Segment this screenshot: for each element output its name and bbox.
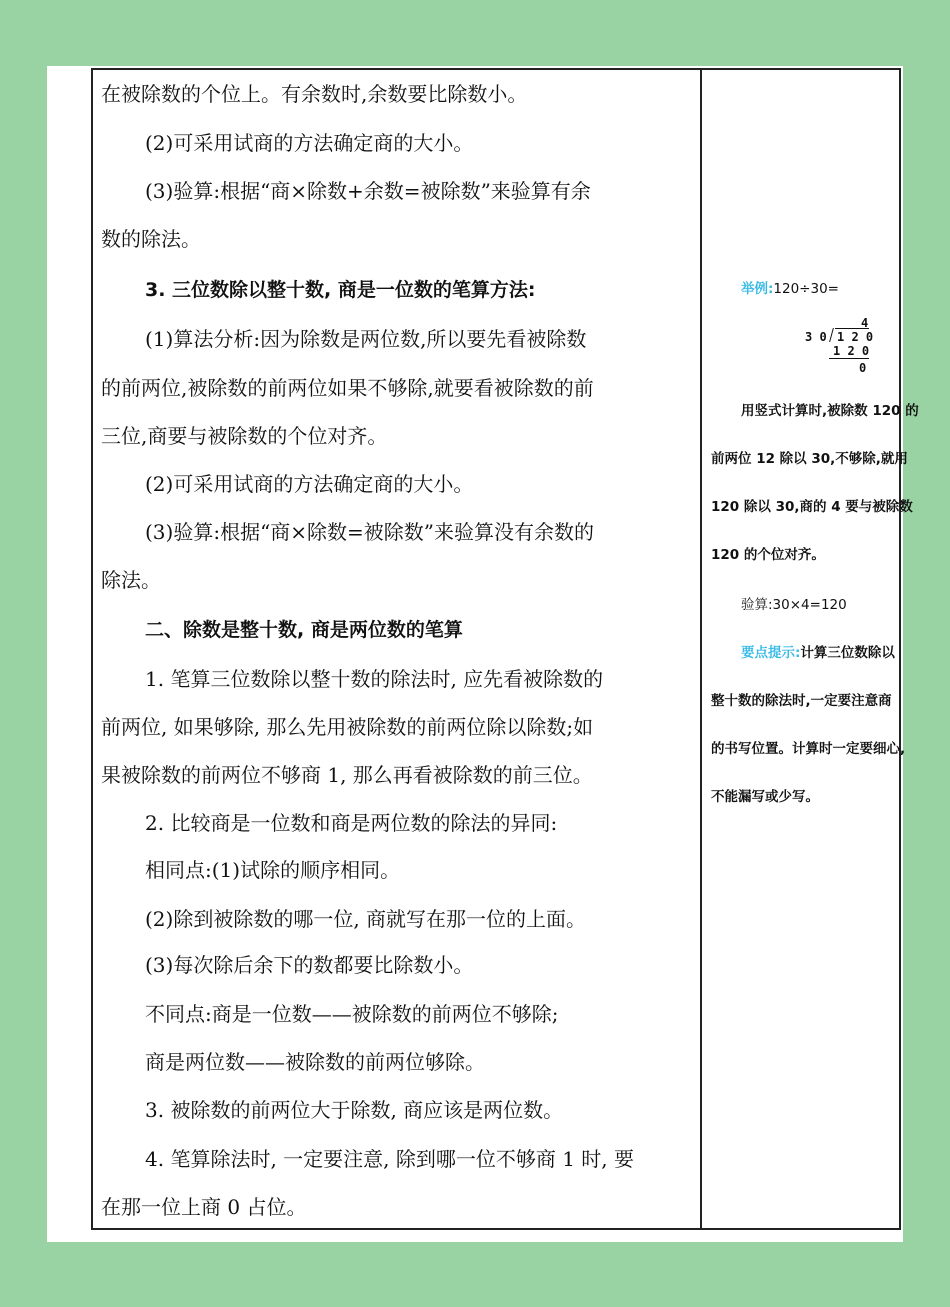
text-line: (3)每次除后余下的数都要比除数小。	[145, 953, 474, 977]
text-line: 果被除数的前两位不够商 1, 那么再看被除数的前三位。	[101, 763, 593, 787]
text-line: 2. 比较商是一位数和商是两位数的除法的异同:	[145, 811, 558, 835]
text-line: 在被除数的个位上。有余数时,余数要比除数小。	[101, 82, 528, 106]
text-line: (2)可采用试商的方法确定商的大小。	[145, 131, 474, 155]
column-divider	[700, 70, 702, 1228]
tip-line: 的书写位置。计算时一定要细心,	[711, 741, 906, 757]
check-line: 验算:30×4=120	[741, 597, 847, 613]
tip-line	[741, 644, 895, 662]
tip-text: 计算三位数除以	[800, 645, 895, 661]
explain-line: 用竖式计算时,被除数 120 的	[741, 403, 919, 419]
text-line: 1. 笔算三位数除以整十数的除法时, 应先看被除数的	[145, 667, 604, 691]
notes-table	[91, 68, 919, 1230]
text-line: 在那一位上商 0 占位。	[101, 1195, 307, 1219]
tip-line: 整十数的除法时,一定要注意商	[711, 693, 892, 709]
division-dividend: 1 2 0	[837, 330, 874, 344]
division-rule	[829, 358, 869, 359]
division-remainder: 0	[859, 361, 867, 375]
text-line: (2)可采用试商的方法确定商的大小。	[145, 472, 474, 496]
text-line: 除法。	[101, 568, 161, 592]
division-quotient: 4	[861, 316, 869, 330]
section-heading: 3. 三位数除以整十数, 商是一位数的笔算方法:	[145, 279, 536, 301]
example-line	[741, 280, 839, 298]
text-line: 3. 被除数的前两位大于除数, 商应该是两位数。	[145, 1098, 564, 1122]
tip-label: 要点提示:	[741, 645, 801, 661]
example-label: 举例:	[741, 281, 774, 297]
text-line: 不同点:商是一位数——被除数的前两位不够除;	[145, 1002, 559, 1026]
example-expression: 120÷30=	[773, 281, 839, 297]
text-line: 三位,商要与被除数的个位对齐。	[101, 424, 388, 448]
explain-line: 120 除以 30,商的 4 要与被除数	[711, 499, 913, 515]
text-line: (3)验算:根据“商×除数+余数=被除数”来验算有余	[145, 179, 591, 203]
explain-line: 120 的个位对齐。	[711, 547, 825, 563]
text-line: 数的除法。	[101, 227, 201, 251]
text-line: 商是两位数——被除数的前两位够除。	[145, 1050, 485, 1074]
division-divisor: 3 0	[805, 330, 827, 344]
tip-line: 不能漏写或少写。	[711, 789, 819, 805]
text-line: 4. 笔算除法时, 一定要注意, 除到哪一位不够商 1 时, 要	[145, 1147, 635, 1171]
explain-line: 前两位 12 除以 30,不够除,就用	[711, 451, 908, 467]
text-line: (3)验算:根据“商×除数=被除数”来验算没有余数的	[145, 520, 595, 544]
text-line: 相同点:(1)试除的顺序相同。	[145, 858, 401, 882]
division-product: 1 2 0	[833, 344, 870, 358]
text-line: (2)除到被除数的哪一位, 商就写在那一位的上面。	[145, 907, 587, 931]
long-division	[805, 316, 885, 382]
text-line: 的前两位,被除数的前两位如果不够除,就要看被除数的前	[101, 376, 594, 400]
side-column	[705, 70, 919, 1228]
division-rule	[835, 328, 869, 329]
text-line: (1)算法分析:因为除数是两位数,所以要先看被除数	[145, 327, 587, 351]
section-heading: 二、除数是整十数, 商是两位数的笔算	[145, 619, 463, 641]
text-line: 前两位, 如果够除, 那么先用被除数的前两位除以除数;如	[101, 715, 594, 739]
document-page	[47, 66, 919, 1242]
